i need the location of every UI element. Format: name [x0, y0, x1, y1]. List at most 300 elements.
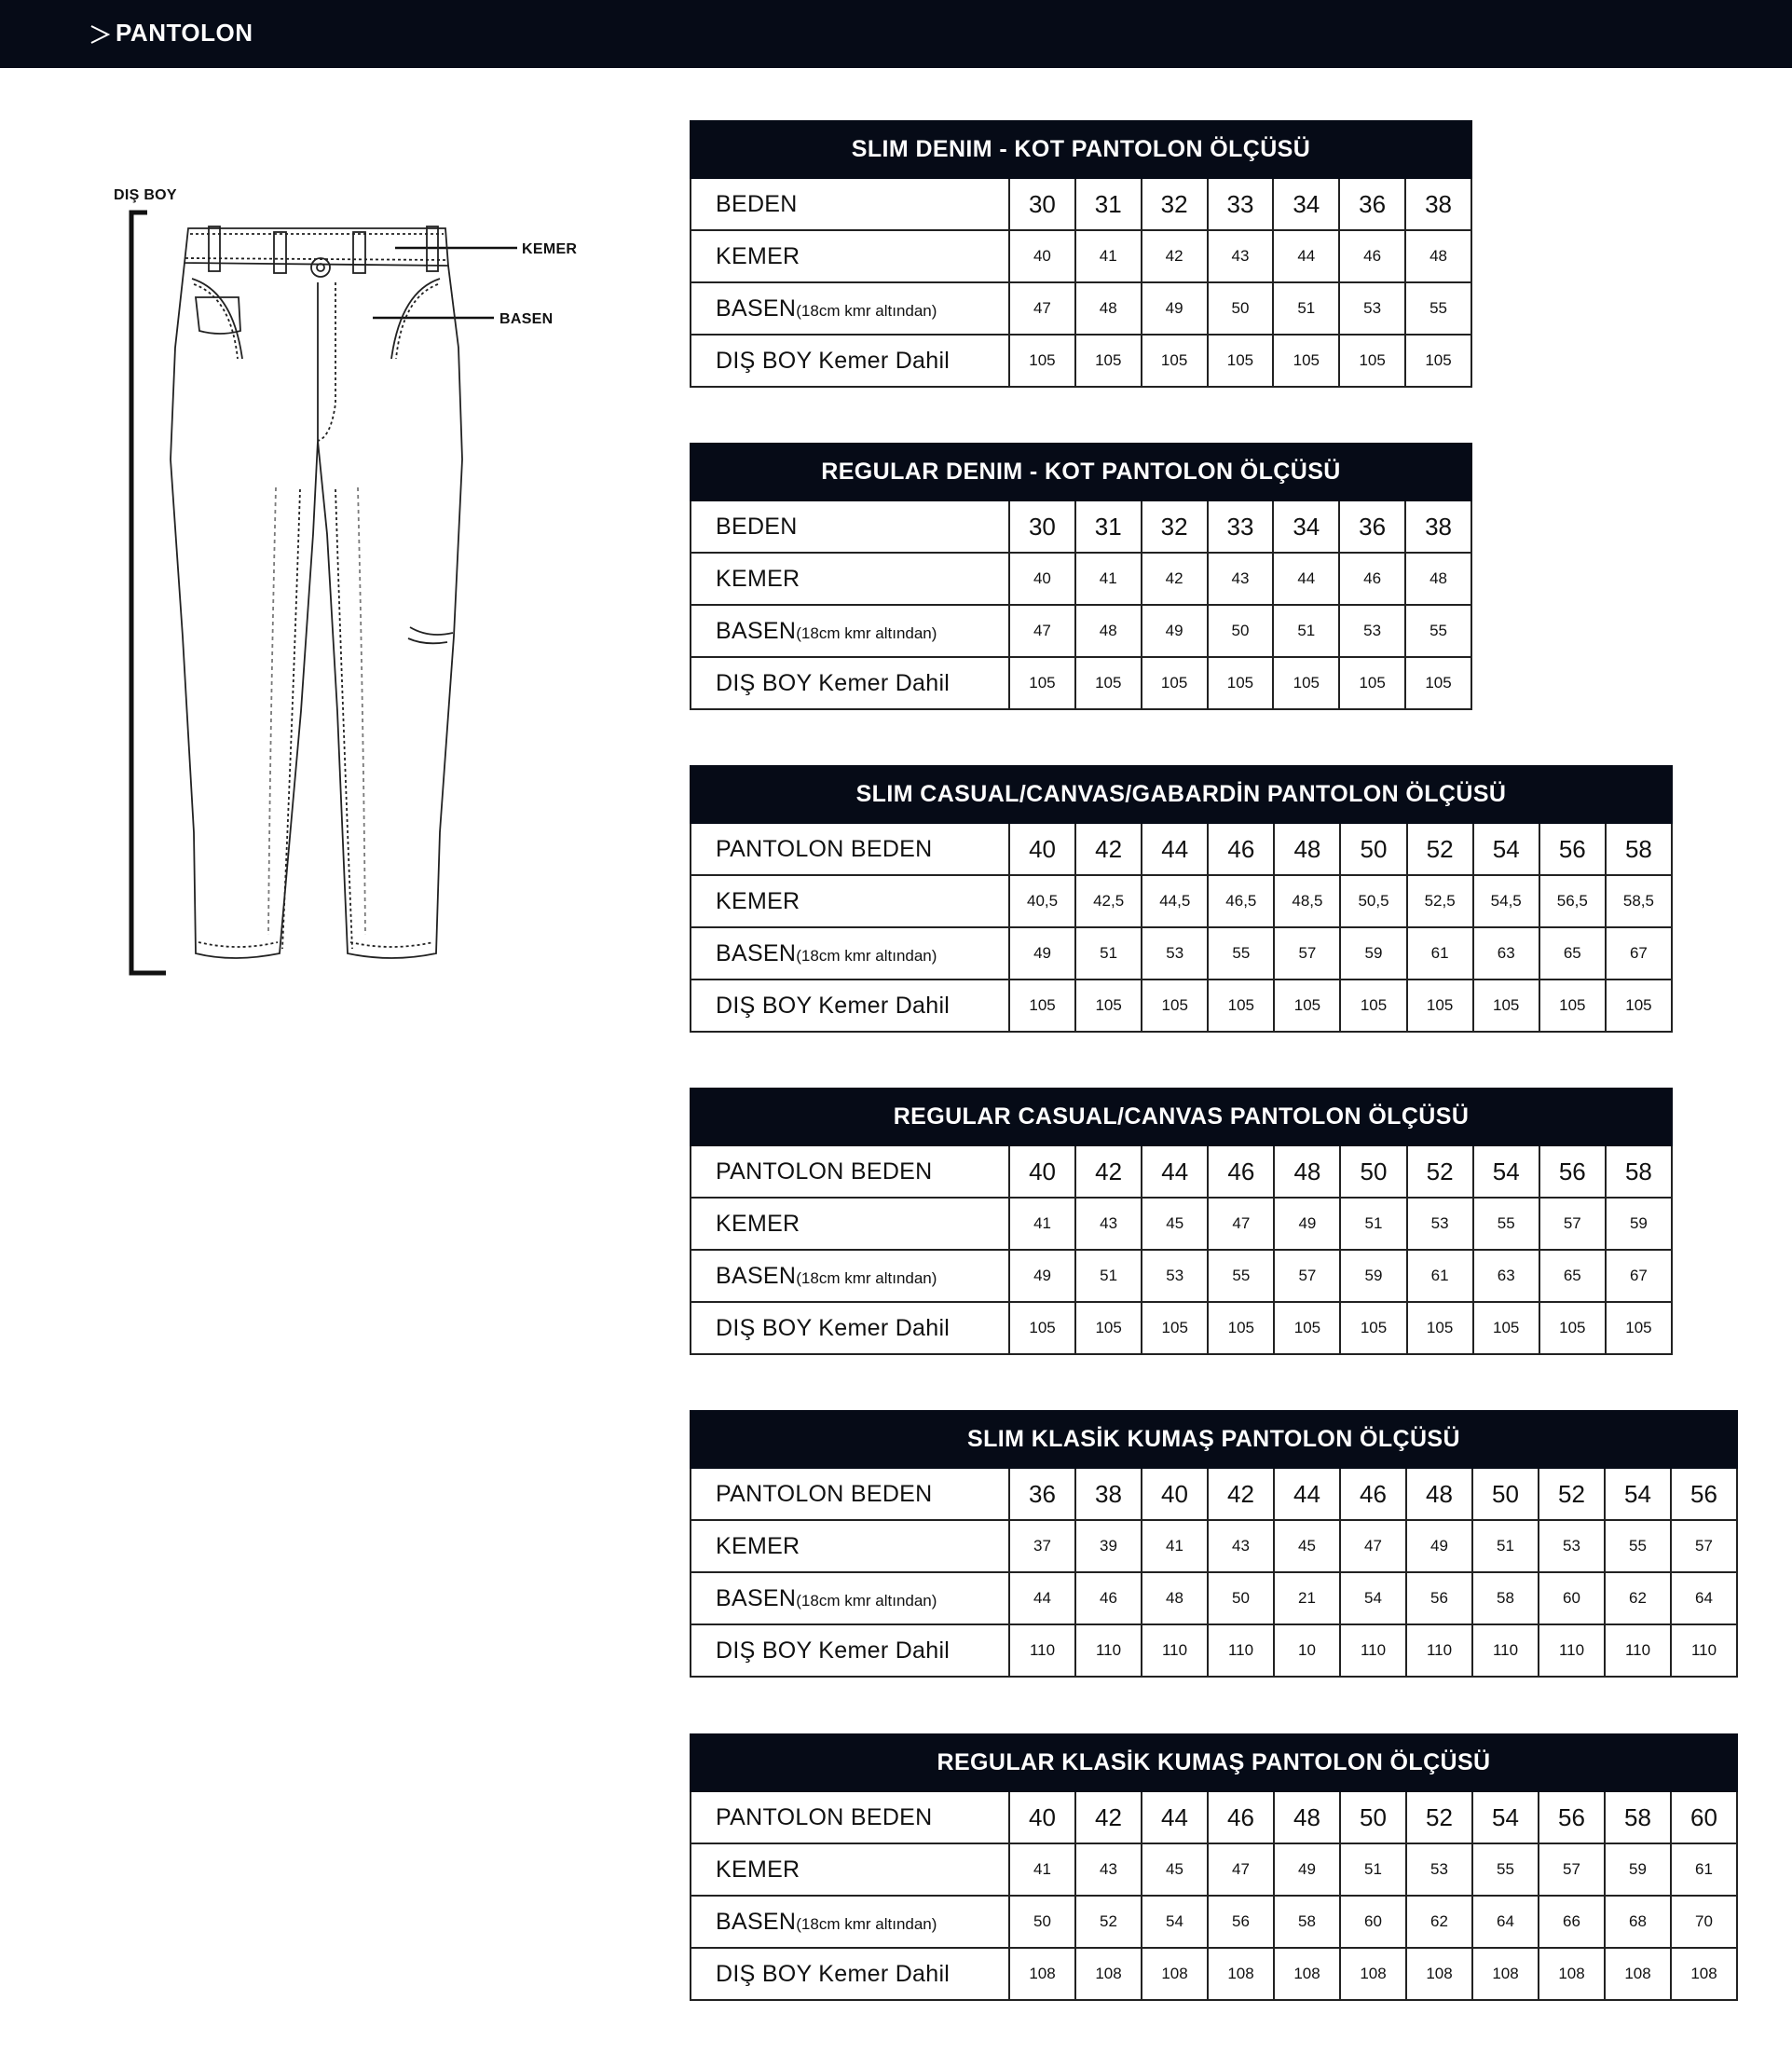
size-row	[691, 1468, 1737, 1520]
basen-label: BASEN	[716, 617, 797, 644]
cell: 34	[1273, 500, 1339, 553]
cell: 61	[1671, 1843, 1737, 1896]
cell: 110	[1075, 1624, 1142, 1677]
cell: 54	[1605, 1468, 1671, 1520]
row-label: BEDEN	[691, 178, 1009, 230]
cell: 50	[1208, 605, 1274, 657]
cell: 52	[1539, 1468, 1605, 1520]
cell: 50	[1208, 282, 1274, 335]
cell: 48	[1142, 1572, 1208, 1624]
cell: 65	[1539, 1250, 1606, 1302]
cell: 58,5	[1606, 875, 1672, 927]
row-label: KEMER	[691, 1843, 1009, 1896]
header-bar	[0, 0, 1792, 68]
cell: 58	[1606, 1145, 1672, 1198]
cell: 60	[1671, 1791, 1737, 1843]
cell: 105	[1142, 657, 1208, 709]
cell: 58	[1606, 823, 1672, 875]
dis-boy-label: DIŞ BOY	[114, 187, 177, 203]
cell: 40	[1009, 553, 1075, 605]
cell: 59	[1340, 927, 1406, 980]
cell: 56	[1671, 1468, 1737, 1520]
row-label: KEMER	[691, 1520, 1009, 1572]
cell: 108	[1472, 1948, 1539, 2000]
cell: 21	[1274, 1572, 1340, 1624]
cell: 105	[1539, 1302, 1606, 1354]
cell: 59	[1606, 1198, 1672, 1250]
cell: 46	[1208, 1145, 1274, 1198]
cell: 56	[1539, 1791, 1605, 1843]
cell: 50	[1340, 1145, 1406, 1198]
cell: 46	[1208, 1791, 1274, 1843]
cell: 55	[1405, 282, 1471, 335]
cell: 110	[1539, 1624, 1605, 1677]
cell: 48	[1274, 1791, 1340, 1843]
cell: 105	[1273, 657, 1339, 709]
cell: 50	[1208, 1572, 1274, 1624]
table-title: REGULAR CASUAL/CANVAS PANTOLON ÖLÇÜSÜ	[691, 1089, 1672, 1145]
size-row	[691, 178, 1471, 230]
row-label: PANTOLON BEDEN	[691, 1145, 1009, 1198]
cell: 49	[1274, 1198, 1340, 1250]
cell: 38	[1405, 178, 1471, 230]
cell: 54	[1473, 1145, 1539, 1198]
cell: 48	[1406, 1468, 1472, 1520]
cell: 108	[1340, 1948, 1406, 2000]
cell: 45	[1142, 1198, 1208, 1250]
cell: 50,5	[1340, 875, 1406, 927]
cell: 105	[1142, 1302, 1208, 1354]
cell: 46,5	[1208, 875, 1274, 927]
cell: 105	[1606, 980, 1672, 1032]
cell: 105	[1340, 1302, 1406, 1354]
cell: 47	[1009, 282, 1075, 335]
dis-boy-row	[691, 657, 1471, 709]
cell: 51	[1273, 282, 1339, 335]
basen-note: (18cm kmr altından)	[796, 301, 937, 320]
row-label: KEMER	[691, 553, 1009, 605]
chevron-right-icon	[89, 21, 111, 48]
row-label: DIŞ BOY Kemer Dahil	[691, 657, 1009, 709]
table-title: REGULAR KLASİK KUMAŞ PANTOLON ÖLÇÜSÜ	[691, 1734, 1737, 1791]
cell: 105	[1340, 980, 1406, 1032]
cell: 33	[1208, 178, 1274, 230]
row-label: BEDEN	[691, 500, 1009, 553]
cell: 108	[1009, 1948, 1075, 2000]
cell: 59	[1605, 1843, 1671, 1896]
cell: 56	[1406, 1572, 1472, 1624]
cell: 44	[1273, 553, 1339, 605]
row-label	[691, 927, 1009, 980]
cell: 105	[1009, 657, 1075, 709]
kemer-row	[691, 875, 1672, 927]
cell: 105	[1539, 980, 1606, 1032]
cell: 56	[1539, 823, 1606, 875]
size-row	[691, 1145, 1672, 1198]
cell: 44	[1274, 1468, 1340, 1520]
cell: 56	[1208, 1896, 1274, 1948]
cell: 44	[1142, 823, 1208, 875]
row-label: KEMER	[691, 875, 1009, 927]
cell: 108	[1671, 1948, 1737, 2000]
size-row	[691, 823, 1672, 875]
kemer-row	[691, 553, 1471, 605]
cell: 43	[1075, 1198, 1142, 1250]
cell: 36	[1339, 178, 1405, 230]
cell: 110	[1406, 1624, 1472, 1677]
cell: 68	[1605, 1896, 1671, 1948]
cell: 42	[1075, 1791, 1142, 1843]
cell: 49	[1274, 1843, 1340, 1896]
table-title: SLIM DENIM - KOT PANTOLON ÖLÇÜSÜ	[691, 121, 1471, 178]
cell: 50	[1340, 823, 1406, 875]
cell: 60	[1340, 1896, 1406, 1948]
cell: 47	[1009, 605, 1075, 657]
cell: 42,5	[1075, 875, 1142, 927]
cell: 42	[1142, 230, 1208, 282]
cell: 30	[1009, 500, 1075, 553]
cell: 48	[1274, 1145, 1340, 1198]
cell: 105	[1405, 335, 1471, 387]
basen-label: BASEN	[716, 1908, 797, 1935]
cell: 49	[1142, 282, 1208, 335]
cell: 49	[1406, 1520, 1472, 1572]
cell: 34	[1273, 178, 1339, 230]
kemer-row	[691, 1198, 1672, 1250]
basen-row	[691, 927, 1672, 980]
size-table-slim-klasik	[690, 1410, 1738, 1678]
cell: 48,5	[1274, 875, 1340, 927]
pants-drawing	[0, 68, 671, 1000]
cell: 105	[1405, 657, 1471, 709]
cell: 57	[1539, 1843, 1605, 1896]
dis-boy-row	[691, 335, 1471, 387]
row-label: DIŞ BOY Kemer Dahil	[691, 1624, 1009, 1677]
cell: 48	[1274, 823, 1340, 875]
kemer-row	[691, 1843, 1737, 1896]
cell: 53	[1142, 1250, 1208, 1302]
row-label: DIŞ BOY Kemer Dahil	[691, 335, 1009, 387]
cell: 48	[1075, 605, 1142, 657]
cell: 105	[1473, 980, 1539, 1032]
cell: 51	[1075, 1250, 1142, 1302]
cell: 47	[1208, 1198, 1274, 1250]
cell: 51	[1472, 1520, 1539, 1572]
cell: 54	[1340, 1572, 1406, 1624]
cell: 62	[1605, 1572, 1671, 1624]
cell: 51	[1075, 927, 1142, 980]
cell: 50	[1340, 1791, 1406, 1843]
cell: 43	[1075, 1843, 1142, 1896]
basen-row	[691, 282, 1471, 335]
cell: 36	[1339, 500, 1405, 553]
cell: 110	[1472, 1624, 1539, 1677]
cell: 53	[1406, 1843, 1472, 1896]
cell: 108	[1605, 1948, 1671, 2000]
cell: 41	[1075, 230, 1142, 282]
cell: 55	[1208, 1250, 1274, 1302]
size-row	[691, 1791, 1737, 1843]
cell: 44	[1009, 1572, 1075, 1624]
cell: 49	[1142, 605, 1208, 657]
cell: 57	[1274, 927, 1340, 980]
cell: 40	[1009, 1791, 1075, 1843]
cell: 38	[1405, 500, 1471, 553]
cell: 110	[1340, 1624, 1406, 1677]
dis-boy-row	[691, 1624, 1737, 1677]
cell: 105	[1407, 1302, 1473, 1354]
cell: 108	[1075, 1948, 1142, 2000]
cell: 38	[1075, 1468, 1142, 1520]
cell: 105	[1339, 335, 1405, 387]
cell: 53	[1339, 605, 1405, 657]
cell: 44	[1142, 1791, 1208, 1843]
size-table-regular-klasik	[690, 1733, 1738, 2001]
cell: 52,5	[1407, 875, 1473, 927]
cell: 39	[1075, 1520, 1142, 1572]
basen-label: BASEN	[716, 1262, 797, 1289]
cell: 43	[1208, 553, 1274, 605]
cell: 105	[1473, 1302, 1539, 1354]
cell: 32	[1142, 500, 1208, 553]
cell: 47	[1340, 1520, 1406, 1572]
page-title: PANTOLON	[116, 19, 253, 47]
cell: 64	[1671, 1572, 1737, 1624]
cell: 105	[1274, 1302, 1340, 1354]
cell: 43	[1208, 1520, 1274, 1572]
cell: 56	[1539, 1145, 1606, 1198]
cell: 48	[1075, 282, 1142, 335]
cell: 41	[1142, 1520, 1208, 1572]
cell: 51	[1340, 1198, 1406, 1250]
cell: 66	[1539, 1896, 1605, 1948]
pants-illustration	[0, 68, 671, 1000]
cell: 45	[1274, 1520, 1340, 1572]
table-title: SLIM KLASİK KUMAŞ PANTOLON ÖLÇÜSÜ	[691, 1411, 1737, 1468]
cell: 40	[1009, 823, 1075, 875]
cell: 31	[1075, 500, 1142, 553]
row-label	[691, 1572, 1009, 1624]
cell: 32	[1142, 178, 1208, 230]
cell: 110	[1671, 1624, 1737, 1677]
cell: 46	[1340, 1468, 1406, 1520]
cell: 36	[1009, 1468, 1075, 1520]
cell: 105	[1142, 980, 1208, 1032]
basen-row	[691, 605, 1471, 657]
cell: 48	[1405, 553, 1471, 605]
cell: 52	[1407, 823, 1473, 875]
cell: 48	[1405, 230, 1471, 282]
cell: 59	[1340, 1250, 1406, 1302]
cell: 55	[1405, 605, 1471, 657]
basen-label: BASEN	[716, 295, 797, 322]
cell: 61	[1407, 927, 1473, 980]
cell: 70	[1671, 1896, 1737, 1948]
row-label	[691, 282, 1009, 335]
basen-row	[691, 1896, 1737, 1948]
cell: 44,5	[1142, 875, 1208, 927]
cell: 54	[1473, 823, 1539, 875]
dis-boy-row	[691, 1948, 1737, 2000]
cell: 105	[1208, 335, 1274, 387]
cell: 50	[1009, 1896, 1075, 1948]
cell: 51	[1273, 605, 1339, 657]
cell: 49	[1009, 1250, 1075, 1302]
kemer-row	[691, 230, 1471, 282]
cell: 63	[1473, 1250, 1539, 1302]
cell: 46	[1075, 1572, 1142, 1624]
cell: 55	[1472, 1843, 1539, 1896]
row-label	[691, 1250, 1009, 1302]
cell: 108	[1208, 1948, 1274, 2000]
cell: 54	[1472, 1791, 1539, 1843]
cell: 50	[1472, 1468, 1539, 1520]
basen-row	[691, 1250, 1672, 1302]
cell: 105	[1339, 657, 1405, 709]
cell: 33	[1208, 500, 1274, 553]
cell: 53	[1142, 927, 1208, 980]
cell: 58	[1274, 1896, 1340, 1948]
cell: 58	[1472, 1572, 1539, 1624]
basen-label: BASEN	[716, 939, 797, 966]
cell: 105	[1075, 335, 1142, 387]
cell: 57	[1671, 1520, 1737, 1572]
size-table-slim-casual	[690, 765, 1673, 1033]
size-row	[691, 500, 1471, 553]
cell: 61	[1407, 1250, 1473, 1302]
cell: 44	[1273, 230, 1339, 282]
cell: 64	[1472, 1896, 1539, 1948]
cell: 105	[1009, 1302, 1075, 1354]
cell: 105	[1009, 980, 1075, 1032]
cell: 53	[1539, 1520, 1605, 1572]
cell: 52	[1407, 1145, 1473, 1198]
cell: 46	[1339, 553, 1405, 605]
cell: 40	[1142, 1468, 1208, 1520]
cell: 108	[1539, 1948, 1605, 2000]
row-label	[691, 605, 1009, 657]
cell: 67	[1606, 1250, 1672, 1302]
row-label: DIŞ BOY Kemer Dahil	[691, 1948, 1009, 2000]
cell: 47	[1208, 1843, 1274, 1896]
cell: 67	[1606, 927, 1672, 980]
cell: 46	[1339, 230, 1405, 282]
row-label: KEMER	[691, 1198, 1009, 1250]
cell: 105	[1075, 980, 1142, 1032]
cell: 105	[1208, 657, 1274, 709]
cell: 60	[1539, 1572, 1605, 1624]
cell: 37	[1009, 1520, 1075, 1572]
basen-note: (18cm kmr altından)	[796, 1914, 937, 1933]
cell: 58	[1605, 1791, 1671, 1843]
cell: 42	[1075, 823, 1142, 875]
cell: 41	[1075, 553, 1142, 605]
cell: 42	[1208, 1468, 1274, 1520]
kemer-label: KEMER	[522, 241, 578, 257]
cell: 52	[1075, 1896, 1142, 1948]
cell: 110	[1208, 1624, 1274, 1677]
cell: 105	[1274, 980, 1340, 1032]
cell: 42	[1142, 553, 1208, 605]
dis-boy-row	[691, 1302, 1672, 1354]
cell: 105	[1208, 1302, 1274, 1354]
size-table-regular-denim	[690, 443, 1472, 710]
row-label: PANTOLON BEDEN	[691, 1468, 1009, 1520]
cell: 40	[1009, 230, 1075, 282]
cell: 41	[1009, 1843, 1075, 1896]
cell: 46	[1208, 823, 1274, 875]
cell: 108	[1274, 1948, 1340, 2000]
row-label: PANTOLON BEDEN	[691, 823, 1009, 875]
basen-note: (18cm kmr altından)	[796, 946, 937, 965]
cell: 105	[1208, 980, 1274, 1032]
dis-boy-row	[691, 980, 1672, 1032]
basen-note: (18cm kmr altından)	[796, 1268, 937, 1287]
cell: 54,5	[1473, 875, 1539, 927]
cell: 108	[1142, 1948, 1208, 2000]
kemer-row	[691, 1520, 1737, 1572]
cell: 40,5	[1009, 875, 1075, 927]
cell: 105	[1075, 1302, 1142, 1354]
cell: 105	[1075, 657, 1142, 709]
cell: 63	[1473, 927, 1539, 980]
basen-label: BASEN	[499, 311, 554, 327]
cell: 105	[1142, 335, 1208, 387]
cell: 55	[1208, 927, 1274, 980]
cell: 110	[1605, 1624, 1671, 1677]
cell: 53	[1407, 1198, 1473, 1250]
cell: 62	[1406, 1896, 1472, 1948]
cell: 40	[1009, 1145, 1075, 1198]
cell: 55	[1473, 1198, 1539, 1250]
cell: 105	[1273, 335, 1339, 387]
row-label: PANTOLON BEDEN	[691, 1791, 1009, 1843]
cell: 56,5	[1539, 875, 1606, 927]
cell: 10	[1274, 1624, 1340, 1677]
cell: 49	[1009, 927, 1075, 980]
cell: 31	[1075, 178, 1142, 230]
cell: 44	[1142, 1145, 1208, 1198]
basen-label: BASEN	[716, 1584, 797, 1611]
basen-note: (18cm kmr altından)	[796, 1591, 937, 1610]
row-label: DIŞ BOY Kemer Dahil	[691, 1302, 1009, 1354]
cell: 57	[1274, 1250, 1340, 1302]
cell: 105	[1009, 335, 1075, 387]
cell: 30	[1009, 178, 1075, 230]
cell: 52	[1406, 1791, 1472, 1843]
cell: 65	[1539, 927, 1606, 980]
row-label: DIŞ BOY Kemer Dahil	[691, 980, 1009, 1032]
cell: 54	[1142, 1896, 1208, 1948]
size-table-regular-casual	[690, 1088, 1673, 1355]
size-table-slim-denim	[690, 120, 1472, 388]
cell: 55	[1605, 1520, 1671, 1572]
row-label	[691, 1896, 1009, 1948]
table-title: SLIM CASUAL/CANVAS/GABARDİN PANTOLON ÖLÇÜSÜ	[691, 766, 1672, 823]
cell: 110	[1142, 1624, 1208, 1677]
basen-row	[691, 1572, 1737, 1624]
cell: 105	[1606, 1302, 1672, 1354]
cell: 51	[1340, 1843, 1406, 1896]
cell: 42	[1075, 1145, 1142, 1198]
cell: 105	[1407, 980, 1473, 1032]
cell: 108	[1406, 1948, 1472, 2000]
cell: 53	[1339, 282, 1405, 335]
row-label: KEMER	[691, 230, 1009, 282]
basen-note: (18cm kmr altından)	[796, 623, 937, 642]
cell: 45	[1142, 1843, 1208, 1896]
cell: 41	[1009, 1198, 1075, 1250]
